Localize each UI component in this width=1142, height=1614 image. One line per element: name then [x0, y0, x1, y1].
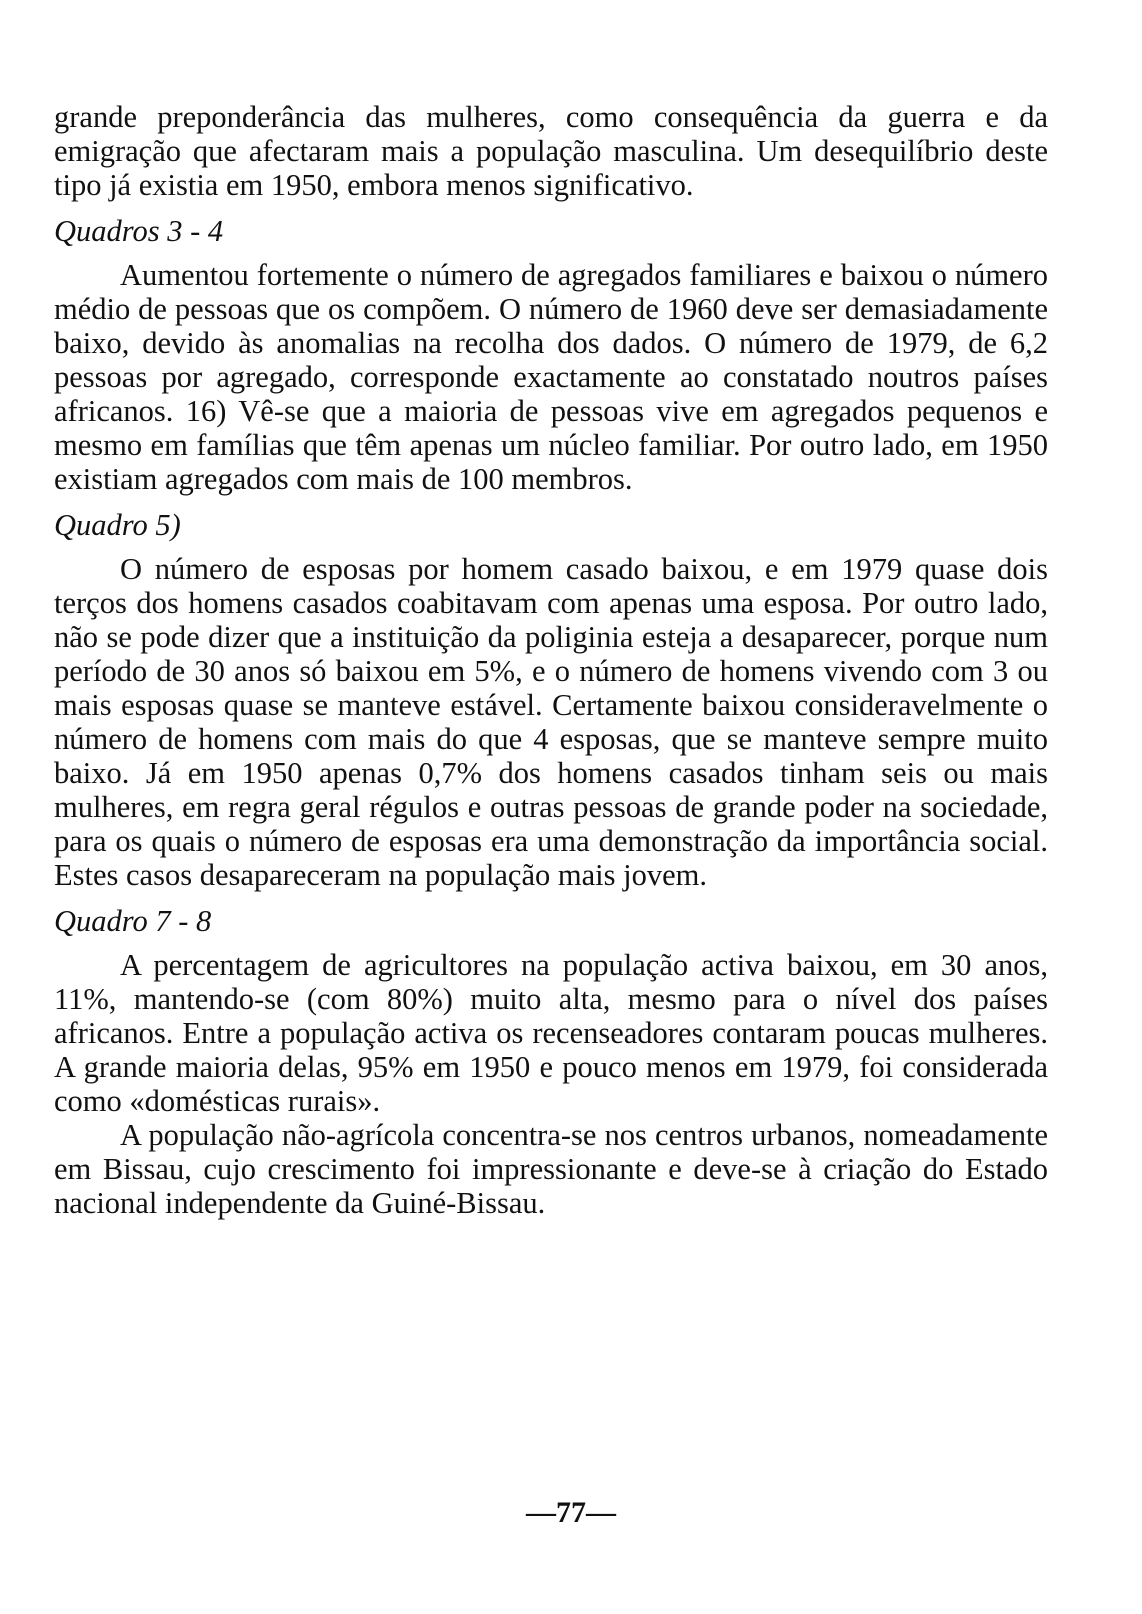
- paragraph-agricultores: A percentagem de agricultores na população activa baixou, em 30 anos, 11%, mantendo-se (com 80%) muito alta, mesmo para o nível dos países africanos. Entre a população activa os recenseadores contaram poucas mulheres. A grande maioria delas, 95% em 1950 e pouco menos em 1979, foi considerada como «domésticas rurais».: [54, 948, 1048, 1118]
- page-number: —77—: [526, 1496, 616, 1529]
- page-body: [54, 100, 1048, 1220]
- paragraph-populacao-urbana: A população não-agrícola concentra-se nos centros urbanos, nomeadamente em Bissau, cujo crescimento foi impressionante e deve-se à criação do Estado nacional independente da Guiné-Bissau.: [54, 1118, 1048, 1220]
- paragraph-agregados: Aumentou fortemente o número de agregados familiares e baixou o número médio de pessoas que os compõem. O número de 1960 deve ser demasiadamente baixo, devido às anomalias na recolha dos dados. O número de 1979, de 6,2 pessoas por agregado, corresponde exactamente ao constatado noutros países africanos. 16) Vê-se que a maioria de pessoas vive em agregados pequenos e mesmo em famílias que têm apenas um núcleo familiar. Por outro lado, em 1950 existiam agregados com mais de 100 membros.: [54, 258, 1048, 496]
- section-heading-quadros-3-4: Quadros 3 - 4: [54, 214, 224, 248]
- section-heading-quadro-7-8: Quadro 7 - 8: [54, 904, 212, 938]
- section-heading-quadro-5: Quadro 5): [54, 508, 181, 542]
- paragraph-esposas: O número de esposas por homem casado baixou, e em 1979 quase dois terços dos homens casados coabitavam com apenas uma esposa. Por outro lado, não se pode dizer que a instituição da poliginia esteja a desaparecer, porque num período de 30 anos só baixou em 5%, e o número de homens vivendo com 3 ou mais esposas quase se manteve estável. Certamente baixou consideravelmente o número de homens com mais do que 4 esposas, que se manteve sempre muito baixo. Já em 1950 apenas 0,7% dos homens casados tinham seis ou mais mulheres, em regra geral régulos e outras pessoas de grande poder na sociedade, para os quais o número de esposas era uma demonstração da importância social. Estes casos desapareceram na população mais jovem.: [54, 552, 1048, 892]
- intro-paragraph: grande preponderância das mulheres, como consequência da guerra e da emigração que afectaram mais a população masculina. Um desequilíbrio deste tipo já existia em 1950, embora menos significativo.: [54, 100, 1048, 202]
